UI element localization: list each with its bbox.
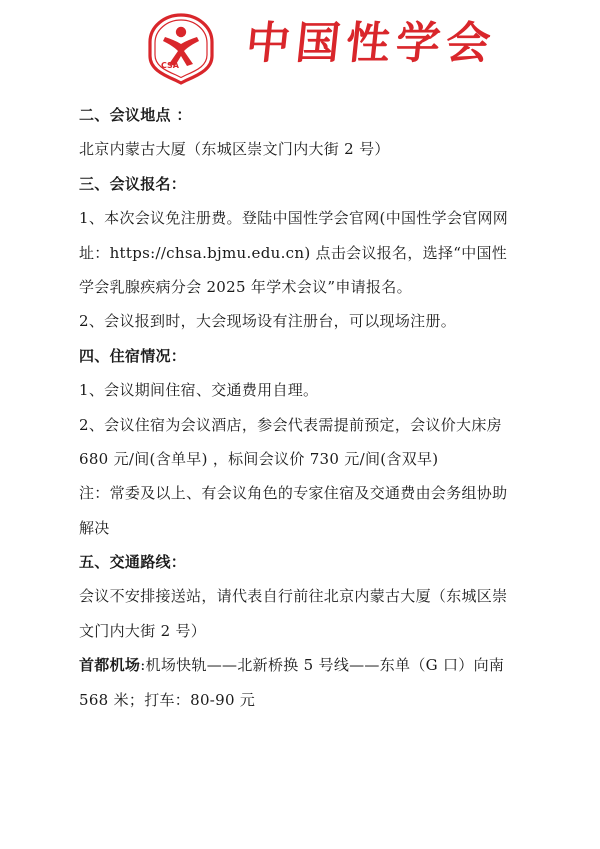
airport-route-line-1: [79, 648, 539, 682]
venue-address: 北京内蒙古大厦（东城区崇文门内大街 2 号）: [79, 140, 390, 159]
logo-letters: CSA: [161, 61, 179, 70]
transport-intro-line-1: 会议不安排接送站，请代表自行前往北京内蒙古大厦（东城区崇: [79, 587, 508, 606]
section-heading-accommodation: 四、住宿情况：: [79, 346, 187, 365]
registration-item-1-line-1: 1、本次会议免注册费。登陆中国性学会官网(中国性学会官网网: [79, 209, 509, 228]
accommodation-note-line-2: 解决: [79, 518, 110, 537]
association-logo-icon: [143, 10, 219, 86]
airport-route-text: :机场快轨——北新桥换 5 号线——东单（G 口）向南: [140, 656, 505, 675]
registration-item-2: 2、会议报到时，大会现场设有注册台，可以现场注册。: [79, 312, 457, 331]
section-heading-venue: 二、会议地点 ：: [79, 106, 192, 124]
registration-item-1-line-3: 学会乳腺疾病分会 2025 年学术会议”申请报名。: [79, 277, 412, 296]
section-heading-transport: 五、交通路线：: [79, 553, 187, 572]
accommodation-note-line-1: 注：常委及以上、有会议角色的专家住宿及交通费由会务组协助: [79, 484, 508, 503]
document-header: [0, 0, 600, 90]
transport-intro-line-2: 文门内大街 2 号）: [79, 621, 207, 640]
registration-item-1-line-2: 址：https://chsa.bjmu.edu.cn) 点击会议报名，选择“中国性: [79, 243, 508, 262]
organization-name: 中国性学会: [243, 18, 499, 69]
airport-route-line-2: 568 米；打车：80-90 元: [79, 690, 256, 709]
accommodation-item-2-line-1: 2、会议住宿为会议酒店，参会代表需提前预定，会议价大床房: [79, 415, 502, 434]
document-body: [79, 98, 539, 717]
airport-label: 首都机场: [79, 656, 141, 675]
accommodation-item-1: 1、会议期间住宿、交通费用自理。: [79, 381, 319, 400]
section-heading-registration: 三、会议报名：: [79, 174, 187, 193]
accommodation-item-2-line-2: 680 元/间(含单早) ，标间会议价 730 元/间(含双早): [79, 449, 439, 468]
